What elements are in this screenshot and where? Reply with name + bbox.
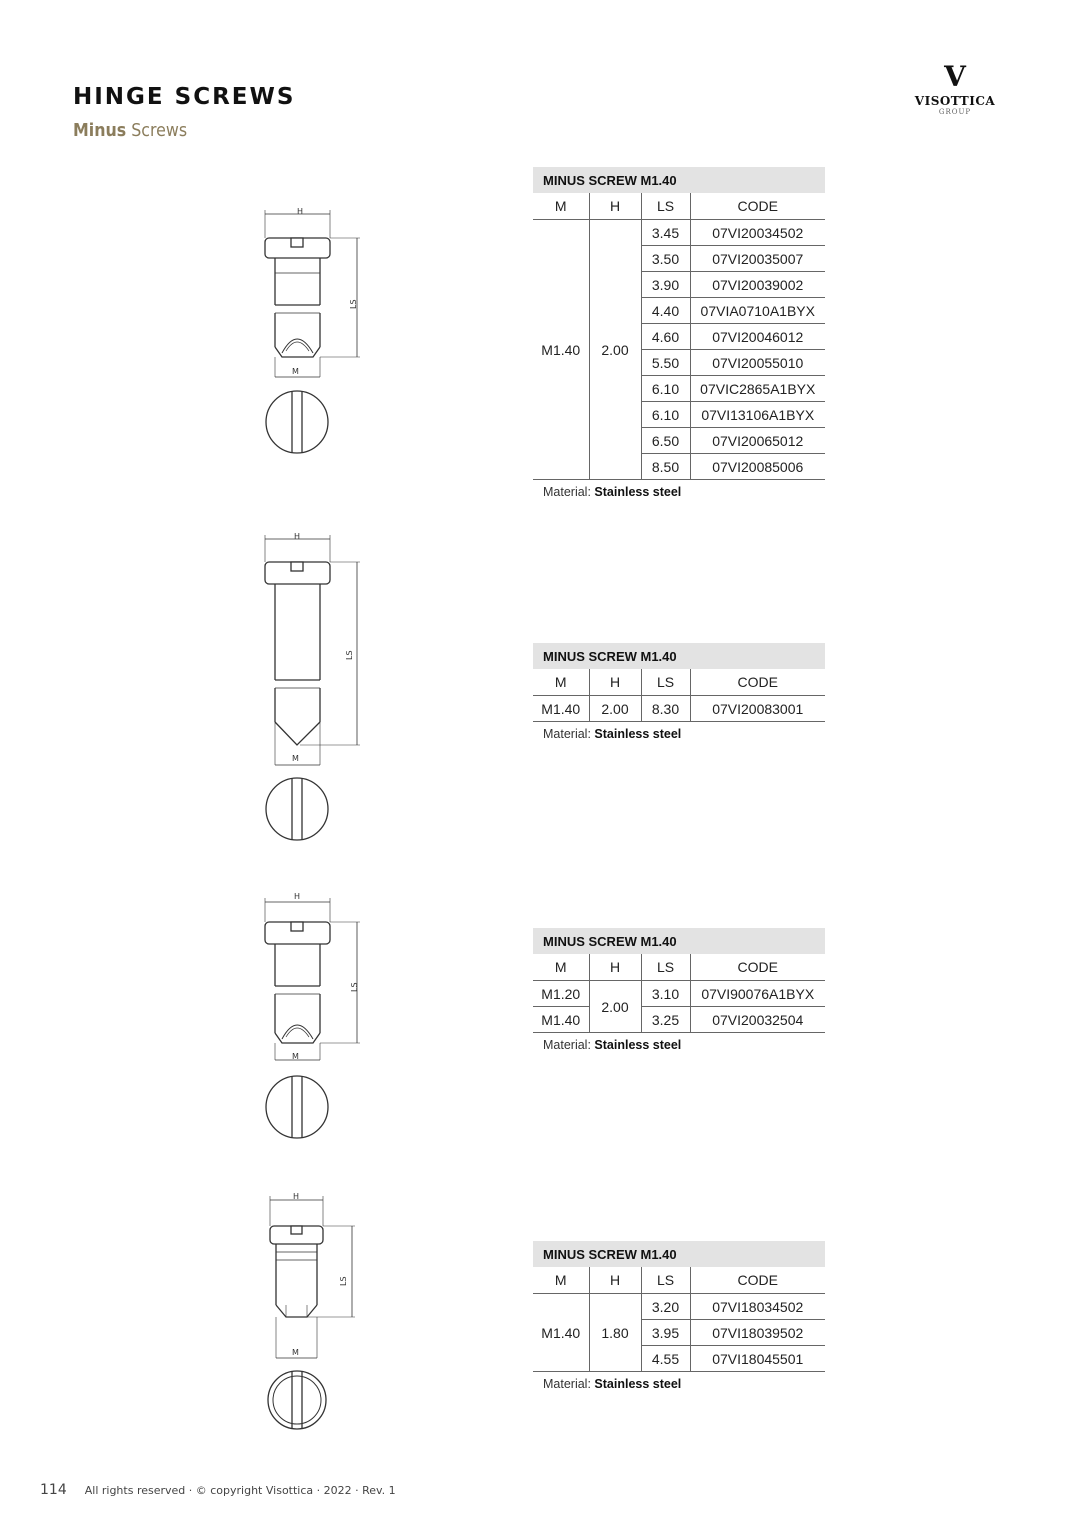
h-label: H <box>294 892 301 901</box>
cell-ls: 8.50 <box>641 454 690 480</box>
material-label: Material: <box>543 1377 591 1391</box>
screw-drawing-2 <box>240 530 380 854</box>
visottica-logo <box>905 62 1005 116</box>
ls-label: LS <box>350 982 359 992</box>
header-ls: LS <box>641 954 690 981</box>
cell-ls: 3.90 <box>641 272 690 298</box>
material-value: Stainless steel <box>594 1038 682 1052</box>
cell-ls: 3.10 <box>641 981 690 1007</box>
header-m: M <box>533 669 589 696</box>
page-number: 114 <box>40 1482 67 1498</box>
spec-grid <box>533 1241 825 1372</box>
ls-label: LS <box>349 299 358 309</box>
cell-m: M1.40 <box>533 1294 589 1372</box>
material-value: Stainless steel <box>594 1377 682 1391</box>
header-code: CODE <box>690 954 825 981</box>
logo-mark: V <box>944 60 966 93</box>
table-row <box>533 1294 825 1320</box>
header-m: M <box>533 1267 589 1294</box>
cell-code: 07VI20083001 <box>690 696 825 722</box>
logo-group: GROUP <box>938 108 972 116</box>
header-ls: LS <box>641 193 690 220</box>
cell-h: 2.00 <box>589 981 641 1033</box>
cell-ls: 6.10 <box>641 376 690 402</box>
material-label: Material: <box>543 727 591 741</box>
spec-table-1 <box>533 167 825 499</box>
cell-m: M1.40 <box>533 696 589 722</box>
header-h: H <box>589 193 641 220</box>
cell-ls: 8.30 <box>641 696 690 722</box>
material-note <box>533 480 825 499</box>
page-subtitle <box>73 120 187 141</box>
material-note <box>533 722 825 741</box>
cell-h: 2.00 <box>589 696 641 722</box>
cell-ls: 4.60 <box>641 324 690 350</box>
screw-drawing-1 <box>240 205 380 469</box>
cell-code: 07VI90076A1BYX <box>690 981 825 1007</box>
m-label: M <box>292 754 299 763</box>
material-note <box>533 1033 825 1052</box>
page-title: HINGE SCREWS <box>73 84 296 110</box>
copyright-text: All rights reserved · © copyright Visottica · 2022 · Rev. 1 <box>84 1484 396 1497</box>
ls-label: LS <box>339 1276 348 1286</box>
spec-grid <box>533 928 825 1033</box>
ls-label: LS <box>345 650 354 660</box>
h-label: H <box>297 207 304 216</box>
table-title: MINUS SCREW M1.40 <box>533 1241 825 1267</box>
cell-ls: 3.50 <box>641 246 690 272</box>
cell-ls: 3.95 <box>641 1320 690 1346</box>
spec-grid <box>533 643 825 722</box>
material-label: Material: <box>543 1038 591 1052</box>
cell-code: 07VI20085006 <box>690 454 825 480</box>
header-code: CODE <box>690 1267 825 1294</box>
header-h: H <box>589 1267 641 1294</box>
cell-ls: 4.40 <box>641 298 690 324</box>
header-code: CODE <box>690 193 825 220</box>
material-note <box>533 1372 825 1391</box>
table-row <box>533 696 825 722</box>
header-h: H <box>589 954 641 981</box>
logo-brand: VISOTTICA <box>914 94 996 108</box>
cell-ls: 3.20 <box>641 1294 690 1320</box>
cell-code: 07VI20065012 <box>690 428 825 454</box>
spec-table-4 <box>533 1241 825 1391</box>
m-label: M <box>292 1348 299 1357</box>
cell-code: 07VI13106A1BYX <box>690 402 825 428</box>
subtitle-rest: Screws <box>131 120 188 141</box>
cell-code: 07VI20046012 <box>690 324 825 350</box>
cell-code: 07VIC2865A1BYX <box>690 376 825 402</box>
h-label: H <box>294 532 301 541</box>
page-footer <box>40 1479 396 1498</box>
cell-code: 07VI18045501 <box>690 1346 825 1372</box>
cell-m: M1.40 <box>533 1007 589 1033</box>
cell-ls: 6.10 <box>641 402 690 428</box>
cell-h: 1.80 <box>589 1294 641 1372</box>
cell-code: 07VI20035007 <box>690 246 825 272</box>
cell-code: 07VI20055010 <box>690 350 825 376</box>
material-label: Material: <box>543 485 591 499</box>
screw-drawing-4 <box>240 1190 380 1444</box>
material-value: Stainless steel <box>594 485 682 499</box>
cell-m: M1.20 <box>533 981 589 1007</box>
table-title: MINUS SCREW M1.40 <box>533 928 825 954</box>
header-m: M <box>533 193 589 220</box>
cell-code: 07VI20039002 <box>690 272 825 298</box>
cell-ls: 3.45 <box>641 220 690 246</box>
cell-code: 07VI18039502 <box>690 1320 825 1346</box>
header-code: CODE <box>690 669 825 696</box>
cell-code: 07VI18034502 <box>690 1294 825 1320</box>
m-label: M <box>292 367 299 376</box>
cell-m: M1.40 <box>533 220 589 480</box>
h-label: H <box>293 1192 300 1201</box>
table-title: MINUS SCREW M1.40 <box>533 167 825 193</box>
spec-table-2 <box>533 643 825 741</box>
cell-ls: 6.50 <box>641 428 690 454</box>
cell-code: 07VIA0710A1BYX <box>690 298 825 324</box>
m-label: M <box>292 1052 299 1061</box>
cell-code: 07VI20032504 <box>690 1007 825 1033</box>
cell-h: 2.00 <box>589 220 641 480</box>
header-m: M <box>533 954 589 981</box>
table-row <box>533 220 825 246</box>
subtitle-bold: Minus <box>73 120 127 141</box>
cell-ls: 5.50 <box>641 350 690 376</box>
cell-code: 07VI20034502 <box>690 220 825 246</box>
screw-drawing-3 <box>240 890 380 1154</box>
table-row <box>533 1007 825 1033</box>
header-ls: LS <box>641 669 690 696</box>
table-title: MINUS SCREW M1.40 <box>533 643 825 669</box>
header-ls: LS <box>641 1267 690 1294</box>
table-row <box>533 981 825 1007</box>
cell-ls: 4.55 <box>641 1346 690 1372</box>
material-value: Stainless steel <box>594 727 682 741</box>
spec-table-3 <box>533 928 825 1052</box>
spec-grid <box>533 167 825 480</box>
cell-ls: 3.25 <box>641 1007 690 1033</box>
header-h: H <box>589 669 641 696</box>
